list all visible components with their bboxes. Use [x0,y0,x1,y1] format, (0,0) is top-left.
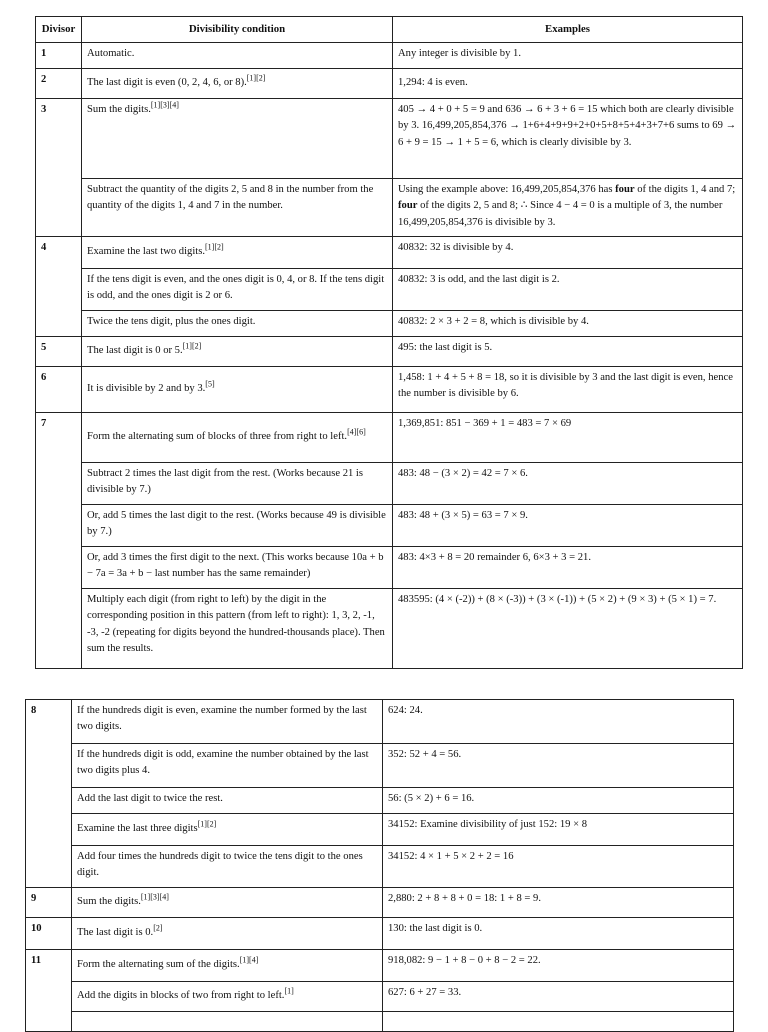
condition-cell: Subtract 2 times the last digit from the rest. (Works because 21 is divisible by 7.) [82,463,393,505]
example-cell: 1,369,851: 851 − 369 + 1 = 483 = 7 × 69 [393,413,743,463]
header-divisor: Divisor [36,17,82,43]
condition-cell [82,367,393,413]
table-row [36,547,743,589]
table-row [36,69,743,99]
divisor-cell: 6 [36,367,82,413]
table-row [36,589,743,669]
example-bold: four [398,200,418,212]
example-cell: 495: the last digit is 5. [393,337,743,367]
divisor-cell: 3 [36,99,82,237]
condition-cell: Twice the tens digit, plus the ones digit. [82,311,393,337]
example-cell: 40832: 2 × 3 + 2 = 8, which is divisible by 4. [393,311,743,337]
divisor-cell: 7 [36,413,82,669]
reference-sup[interactable]: [1][2] [197,819,217,829]
reference-sup[interactable]: [1][3][4] [150,100,179,110]
divisor-cell: 2 [36,69,82,99]
table-row [36,413,743,463]
example-cell: 130: the last digit is 0. [383,918,734,950]
example-cell [383,1012,734,1032]
table-row [36,337,743,367]
example-cell: 34152: Examine divisibility of just 152: 19 × 8 [383,814,734,846]
example-cell: 405 → 4 + 0 + 5 = 9 and 636 → 6 + 3 + 6 = 15 which both are clearly divisible by 3. 16,499,205,854,376 → 1+6+4+9+9+2+0+5+8+5+4+3+7+6 sums to 69 → 6 + 9 = 15 → 1 + 5 = 6, which is clearly divisible by 3. [393,99,743,179]
table-row [36,505,743,547]
condition-text: The last digit is 0 or 5. [87,345,183,357]
divisor-cell: 4 [36,237,82,337]
condition-text: The last digit is 0. [77,927,154,939]
table-row [26,982,734,1012]
condition-cell [82,43,393,69]
example-cell: 483: 48 + (3 × 5) = 63 = 7 × 9. [393,505,743,547]
table-row [36,99,743,179]
table-row [36,463,743,505]
condition-text: It is divisible by 2 and by 3. [87,383,206,395]
page-top-margin [0,0,768,14]
reference-sup[interactable]: [5] [205,379,215,389]
condition-cell [72,918,383,950]
example-cell: 34152: 4 × 1 + 5 × 2 + 2 = 16 [383,846,734,888]
condition-cell [82,337,393,367]
condition-cell: Add four times the hundreds digit to twice the tens digit to the ones digit. [72,846,383,888]
divisibility-table-1 [35,16,743,669]
example-text: of the digits 1, 4 and 7; [634,184,736,195]
condition-text: Sum the digits. [77,896,141,908]
example-cell: 483595: (4 × (-2)) + (8 × (-3)) + (3 × (-1)) + (5 × 2) + (9 × 3) + (5 × 1) = 7. [393,589,743,669]
table-row [26,888,734,918]
condition-cell [72,950,383,982]
condition-cell [72,814,383,846]
table-row [36,179,743,237]
condition-text: Sum the digits. [87,104,151,115]
condition-cell [82,237,393,269]
reference-sup[interactable]: [1][4] [239,955,259,965]
example-text: Using the example above: 16,499,205,854,376 has [398,184,616,195]
example-cell: 40832: 32 is divisible by 4. [393,237,743,269]
example-cell: 483: 4×3 + 8 = 20 remainder 6, 6×3 + 3 = 21. [393,547,743,589]
divisor-cell: 9 [26,888,72,918]
condition-text: The last digit is even (0, 2, 4, 6, or 8). [87,77,247,89]
example-cell: 483: 48 − (3 × 2) = 42 = 7 × 6. [393,463,743,505]
condition-text: Form the alternating sum of blocks of three from right to left. [87,431,348,443]
table-row [26,788,734,814]
condition-cell: If the hundreds digit is odd, examine the number obtained by the last two digits plus 4. [72,744,383,788]
reference-sup[interactable]: [1] [284,986,294,996]
condition-cell: If the hundreds digit is even, examine the number formed by the last two digits. [72,700,383,744]
divisor-cell: 11 [26,950,72,1032]
example-cell: 56: (5 × 2) + 6 = 16. [383,788,734,814]
table-row [26,950,734,982]
header-condition: Divisibility condition [82,17,393,43]
reference-sup[interactable]: [1][3][4] [140,892,169,902]
condition-cell: If the tens digit is even, and the ones digit is 0, 4, or 8. If the tens digit is odd, and the ones digit is 2 or 6. [82,269,393,311]
reference-sup[interactable]: [1][2] [205,242,224,252]
table-row [36,269,743,311]
reference-sup[interactable]: [2] [153,923,163,933]
example-cell [393,179,743,237]
condition-cell [82,99,393,179]
condition-cell [72,1012,383,1032]
condition-cell [72,982,383,1012]
example-cell: 918,082: 9 − 1 + 8 − 0 + 8 − 2 = 22. [383,950,734,982]
condition-cell [82,413,393,463]
condition-text: Add the digits in blocks of two from right to left. [77,990,285,1002]
table-row [26,700,734,744]
reference-sup[interactable]: [1][2] [246,73,266,83]
condition-cell: Subtract the quantity of the digits 2, 5 and 8 in the number from the quantity of the digits 1, 4 and 7 in the number. [82,179,393,237]
divisor-cell: 1 [36,43,82,69]
condition-cell: Or, add 3 times the first digit to the next. (This works because 10a + b − 7a = 3a + b − last number has the same remainder) [82,547,393,589]
example-cell: 627: 6 + 27 = 33. [383,982,734,1012]
example-cell: 1,294: 4 is even. [393,69,743,99]
example-cell: 40832: 3 is odd, and the last digit is 2. [393,269,743,311]
reference-sup[interactable]: [1][2] [182,341,202,351]
example-bold: four [615,184,635,195]
condition-text: Automatic. [87,48,135,59]
condition-cell [82,69,393,99]
condition-cell [72,888,383,918]
table-row [36,311,743,337]
divisor-cell: 10 [26,918,72,950]
condition-cell: Add the last digit to twice the rest. [72,788,383,814]
condition-text: Examine the last two digits. [87,246,205,258]
reference-sup[interactable]: [4][6] [347,427,366,437]
table-row [36,43,743,69]
divisibility-table-2 [25,699,734,1032]
table-row [26,814,734,846]
table-row [26,744,734,788]
example-text: of the digits 2, 5 and 8; ∴ Since 4 − 4 = 0 is a multiple of 3, the number 16,499,205,854,376 is divisible by 3. [398,200,723,228]
example-cell: 352: 52 + 4 = 56. [383,744,734,788]
divisor-cell: 5 [36,337,82,367]
condition-cell: Or, add 5 times the last digit to the rest. (Works because 49 is divisible by 7.) [82,505,393,547]
example-cell: 1,458: 1 + 4 + 5 + 8 = 18, so it is divisible by 3 and the last digit is even, hence the number is divisible by 6. [393,367,743,413]
example-cell: 2,880: 2 + 8 + 8 + 0 = 18: 1 + 8 = 9. [383,888,734,918]
condition-text: Form the alternating sum of the digits. [77,959,240,971]
divisor-cell: 8 [26,700,72,888]
condition-text: Examine the last three digits [77,823,198,835]
table-row [26,918,734,950]
header-examples: Examples [393,17,743,43]
table-row [36,237,743,269]
table-row-partial [26,1012,734,1032]
example-cell: 624: 24. [383,700,734,744]
condition-cell: Multiply each digit (from right to left) by the digit in the corresponding position in this pattern (from left to right): 1, 3, 2, -1, -3, -2 (repeating for digits beyond the hundred-thousands place). Then sum the results. [82,589,393,669]
table-row [36,367,743,413]
table-header-row [36,17,743,43]
example-cell: Any integer is divisible by 1. [393,43,743,69]
table-row [26,846,734,888]
